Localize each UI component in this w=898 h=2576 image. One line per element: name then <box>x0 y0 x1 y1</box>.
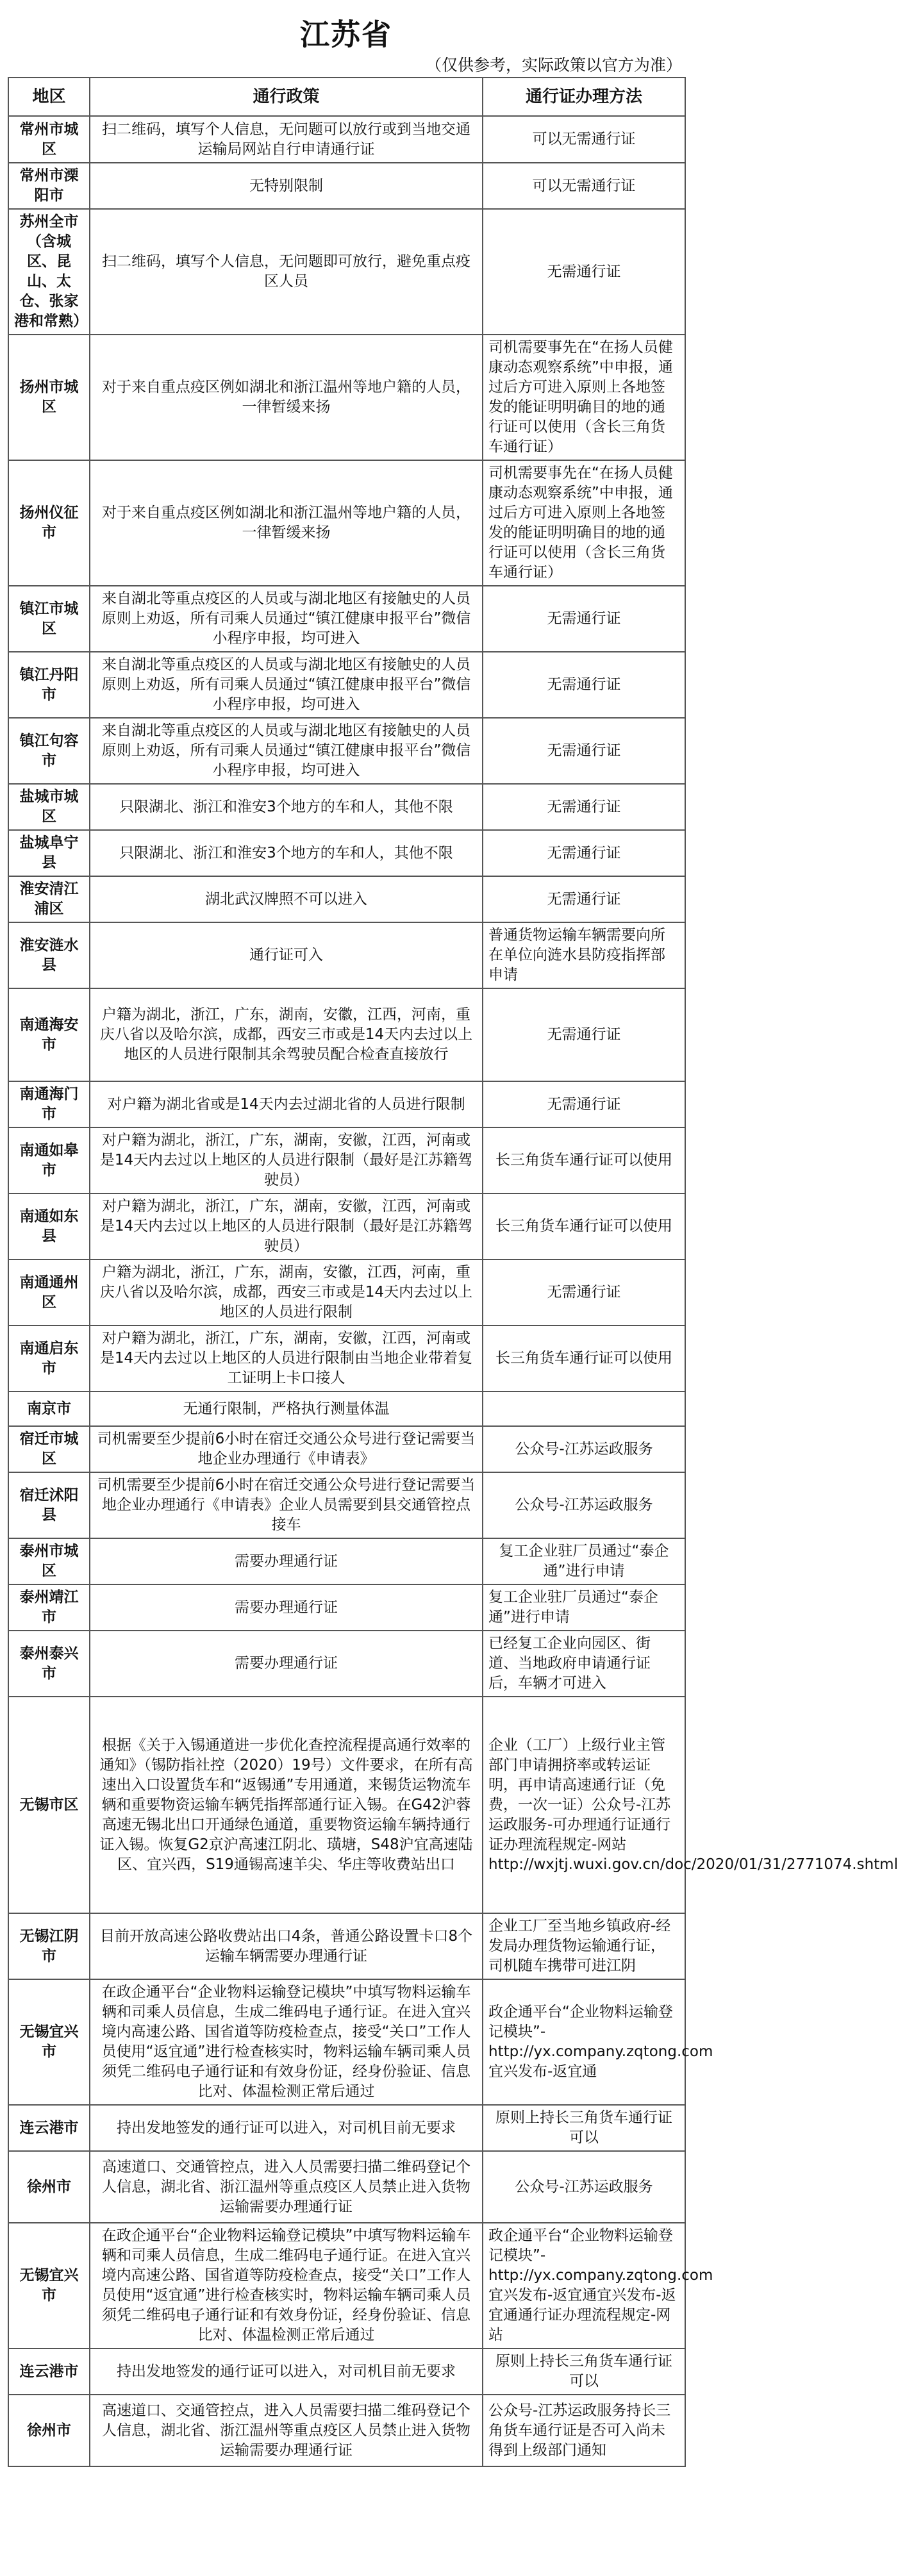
region-cell: 南通如东县 <box>8 1193 90 1259</box>
policy-cell: 高速道口、交通管控点，进入人员需要扫描二维码登记个人信息，湖北省、浙江温州等重点疫区人员禁止进入货物运输需要办理通行证 <box>90 2151 483 2223</box>
method-cell: 无需通行证 <box>483 830 685 876</box>
policy-cell: 对户籍为湖北，浙江，广东，湖南，安徽，江西，河南或是14天内去过以上地区的人员进行限制由当地企业带着复工证明上卡口接人 <box>90 1325 483 1392</box>
policy-cell: 司机需要至少提前6小时在宿迁交通公众号进行登记需要当地企业办理通行《申请表》 <box>90 1426 483 1472</box>
table-row <box>8 830 685 876</box>
policy-cell: 持出发地签发的通行证可以进入，对司机目前无要求 <box>90 2348 483 2395</box>
policy-cell: 对户籍为湖北省或是14天内去过湖北省的人员进行限制 <box>90 1081 483 1127</box>
region-cell: 盐城市城区 <box>8 784 90 830</box>
region-cell: 连云港市 <box>8 2105 90 2151</box>
policy-cell: 对户籍为湖北，浙江，广东，湖南，安徽，江西，河南或是14天内去过以上地区的人员进行限制（最好是江苏籍驾驶员） <box>90 1193 483 1259</box>
method-cell: 公众号-江苏运政服务 <box>483 1426 685 1472</box>
method-cell: 普通货物运输车辆需要向所在单位向涟水县防疫指挥部申请 <box>483 922 685 988</box>
header-region: 地区 <box>8 78 90 116</box>
method-cell: 无需通行证 <box>483 1081 685 1127</box>
method-cell: 无需通行证 <box>483 784 685 830</box>
region-cell: 连云港市 <box>8 2348 90 2395</box>
region-cell: 淮安涟水县 <box>8 922 90 988</box>
method-cell: 企业（工厂）上级行业主管部门申请拥挤率或转运证明，再申请高速通行证（免费，一次一证）公众号-江苏运政服务-可办理通行证通行证办理流程规定-网站http://wxjtj.wuxi.gov.cn/doc/2020/01/31/2771074.shtml <box>483 1697 685 1913</box>
method-cell: 司机需要事先在“在扬人员健康动态观察系统”中申报，通过后方可进入原则上各地签发的能证明明确目的地的通行证可以使用（含长三角货车通行证） <box>483 460 685 586</box>
table-row <box>8 718 685 784</box>
table-row <box>8 163 685 209</box>
policy-cell: 无通行限制，严格执行测量体温 <box>90 1392 483 1426</box>
table-row <box>8 2348 685 2395</box>
policy-cell: 根据《关于入锡通道进一步优化查控流程提高通行效率的通知》（锡防指社控（2020）19号）文件要求，在所有高速出入口设置货车和“返锡通”专用通道，来锡货运物流车辆和重要物资运输车辆凭指挥部通行证入锡。在G42沪蓉高速无锡北出口开通绿色通道，重要物资运输车辆持通行证入锡。恢复G2京沪高速江阴北、璜塘，S48沪宜高速陆区、宜兴西，S19通锡高速羊尖、华庄等收费站出口 <box>90 1697 483 1913</box>
region-cell: 镇江市城区 <box>8 586 90 652</box>
table-row <box>8 2105 685 2151</box>
policy-cell: 需要办理通行证 <box>90 1631 483 1697</box>
table-row <box>8 335 685 460</box>
method-cell: 复工企业驻厂员通过“泰企通”进行申请 <box>483 1538 685 1584</box>
region-cell: 南通如皋市 <box>8 1127 90 1193</box>
method-cell: 公众号-江苏运政服务 <box>483 2151 685 2223</box>
table-row <box>8 2151 685 2223</box>
table-row <box>8 1472 685 1538</box>
policy-cell: 高速道口、交通管控点，进入人员需要扫描二维码登记个人信息，湖北省、浙江温州等重点疫区人员禁止进入货物运输需要办理通行证 <box>90 2395 483 2466</box>
region-cell: 南通通州区 <box>8 1259 90 1325</box>
region-cell: 泰州泰兴市 <box>8 1631 90 1697</box>
table-row <box>8 1259 685 1325</box>
policy-cell: 只限湖北、浙江和淮安3个地方的车和人，其他不限 <box>90 830 483 876</box>
method-cell: 政企通平台“企业物料运输登记模块”-http://yx.company.zqtong.com宜兴发布-返宜通宜兴发布-返宜通通行证办理流程规定-网站 <box>483 2223 685 2348</box>
region-cell: 扬州市城区 <box>8 335 90 460</box>
method-cell: 长三角货车通行证可以使用 <box>483 1127 685 1193</box>
policy-cell: 来自湖北等重点疫区的人员或与湖北地区有接触史的人员原则上劝返，所有司乘人员通过“镇江健康申报平台”微信小程序申报，均可进入 <box>90 652 483 718</box>
region-cell: 苏州全市（含城区、昆山、太仓、张家港和常熟） <box>8 209 90 335</box>
method-cell: 无需通行证 <box>483 209 685 335</box>
policy-cell: 在政企通平台“企业物料运输登记模块”中填写物料运输车辆和司乘人员信息，生成二维码电子通行证。在进入宜兴境内高速公路、国省道等防疫检查点，接受“关口”工作人员使用“返宜通”进行检查核实时，物料运输车辆司乘人员须凭二维码电子通行证和有效身份证，经身份验证、信息比对、体温检测正常后通过 <box>90 2223 483 2348</box>
policy-cell: 通行证可入 <box>90 922 483 988</box>
method-cell: 原则上持长三角货车通行证可以 <box>483 2105 685 2151</box>
method-cell: 可以无需通行证 <box>483 116 685 163</box>
method-cell: 已经复工企业向园区、街道、当地政府申请通行证后，车辆才可进入 <box>483 1631 685 1697</box>
region-cell: 无锡市区 <box>8 1697 90 1913</box>
method-cell: 原则上持长三角货车通行证可以 <box>483 2348 685 2395</box>
region-cell: 扬州仪征市 <box>8 460 90 586</box>
policy-cell: 目前开放高速公路收费站出口4条，普通公路设置卡口8个运输车辆需要办理通行证 <box>90 1913 483 1979</box>
region-cell: 泰州靖江市 <box>8 1584 90 1631</box>
region-cell: 镇江句容市 <box>8 718 90 784</box>
policy-cell: 对于来自重点疫区例如湖北和浙江温州等地户籍的人员，一律暂缓来扬 <box>90 460 483 586</box>
method-cell: 无需通行证 <box>483 652 685 718</box>
table-row <box>8 1081 685 1127</box>
method-cell: 复工企业驻厂员通过“泰企通”进行申请 <box>483 1584 685 1631</box>
table-row <box>8 2395 685 2466</box>
region-cell: 南京市 <box>8 1392 90 1426</box>
method-cell: 无需通行证 <box>483 1259 685 1325</box>
table-row <box>8 1392 685 1426</box>
region-cell: 宿迁沭阳县 <box>8 1472 90 1538</box>
method-cell: 司机需要事先在“在扬人员健康动态观察系统”中申报，通过后方可进入原则上各地签发的能证明明确目的地的通行证可以使用（含长三角货车通行证） <box>483 335 685 460</box>
region-cell: 无锡江阴市 <box>8 1913 90 1979</box>
table-row <box>8 1193 685 1259</box>
policy-cell: 湖北武汉牌照不可以进入 <box>90 876 483 922</box>
policy-cell: 司机需要至少提前6小时在宿迁交通公众号进行登记需要当地企业办理通行《申请表》企业人员需要到县交通管控点接车 <box>90 1472 483 1538</box>
region-cell: 无锡宜兴市 <box>8 1979 90 2105</box>
region-cell: 宿迁市城区 <box>8 1426 90 1472</box>
table-body <box>8 116 898 2466</box>
method-cell: 公众号-江苏运政服务持长三角货车通行证是否可入尚未得到上级部门通知 <box>483 2395 685 2466</box>
method-cell: 无需通行证 <box>483 718 685 784</box>
table-row <box>8 1631 685 1697</box>
table-row <box>8 1127 685 1193</box>
policy-cell: 需要办理通行证 <box>90 1584 483 1631</box>
table-row <box>8 460 685 586</box>
table-header-row <box>8 78 685 116</box>
policy-cell: 需要办理通行证 <box>90 1538 483 1584</box>
policy-cell: 只限湖北、浙江和淮安3个地方的车和人，其他不限 <box>90 784 483 830</box>
policy-cell: 无特别限制 <box>90 163 483 209</box>
region-cell: 徐州市 <box>8 2151 90 2223</box>
region-cell: 南通海门市 <box>8 1081 90 1127</box>
table-row <box>8 1913 685 1979</box>
table-row <box>8 876 685 922</box>
method-cell: 政企通平台“企业物料运输登记模块”-http://yx.company.zqtong.com宜兴发布-返宜通 <box>483 1979 685 2105</box>
policy-cell: 来自湖北等重点疫区的人员或与湖北地区有接触史的人员原则上劝返，所有司乘人员通过“镇江健康申报平台”微信小程序申报，均可进入 <box>90 718 483 784</box>
table-row <box>8 652 685 718</box>
method-cell: 长三角货车通行证可以使用 <box>483 1325 685 1392</box>
region-cell: 徐州市 <box>8 2395 90 2466</box>
table-row <box>8 922 685 988</box>
header-policy: 通行政策 <box>90 78 483 116</box>
policy-cell: 来自湖北等重点疫区的人员或与湖北地区有接触史的人员原则上劝返，所有司乘人员通过“镇江健康申报平台”微信小程序申报，均可进入 <box>90 586 483 652</box>
region-cell: 常州市城区 <box>8 116 90 163</box>
region-cell: 常州市溧阳市 <box>8 163 90 209</box>
region-cell: 淮安清江浦区 <box>8 876 90 922</box>
table-row <box>8 1697 685 1913</box>
region-cell: 盐城阜宁县 <box>8 830 90 876</box>
table-row <box>8 1584 685 1631</box>
table-row <box>8 209 685 335</box>
table-row <box>8 1538 685 1584</box>
method-cell: 企业工厂至当地乡镇政府-经发局办理货物运输通行证，司机随车携带可进江阴 <box>483 1913 685 1979</box>
table-row <box>8 2223 685 2348</box>
policy-cell: 对户籍为湖北，浙江，广东，湖南，安徽，江西，河南或是14天内去过以上地区的人员进行限制（最好是江苏籍驾驶员） <box>90 1127 483 1193</box>
policy-cell: 在政企通平台“企业物料运输登记模块”中填写物料运输车辆和司乘人员信息，生成二维码电子通行证。在进入宜兴境内高速公路、国省道等防疫检查点，接受“关口”工作人员使用“返宜通”进行检查核实时，物料运输车辆司乘人员须凭二维码电子通行证和有效身份证，经身份验证、信息比对、体温检测正常后通过 <box>90 1979 483 2105</box>
table-row <box>8 116 685 163</box>
policy-cell: 户籍为湖北，浙江，广东，湖南，安徽，江西，河南，重庆八省以及哈尔滨，成都，西安三市或是14天内去过以上地区的人员进行限制 <box>90 1259 483 1325</box>
page-title: 江苏省 <box>300 17 392 52</box>
region-cell: 无锡宜兴市 <box>8 2223 90 2348</box>
table-row <box>8 1325 685 1392</box>
table-row <box>8 1979 685 2105</box>
method-cell: 无需通行证 <box>483 988 685 1081</box>
region-cell: 南通启东市 <box>8 1325 90 1392</box>
method-cell: 可以无需通行证 <box>483 163 685 209</box>
policy-table <box>8 77 898 2467</box>
table-row <box>8 586 685 652</box>
policy-cell: 扫二维码，填写个人信息，无问题即可放行，避免重点疫区人员 <box>90 209 483 335</box>
policy-cell: 对于来自重点疫区例如湖北和浙江温州等地户籍的人员，一律暂缓来扬 <box>90 335 483 460</box>
region-cell: 泰州市城区 <box>8 1538 90 1584</box>
disclaimer-note: （仅供参考，实际政策以官方为准） <box>425 56 682 74</box>
method-cell: 无需通行证 <box>483 586 685 652</box>
policy-cell: 持出发地签发的通行证可以进入，对司机目前无要求 <box>90 2105 483 2151</box>
table-row <box>8 1426 685 1472</box>
method-cell: 公众号-江苏运政服务 <box>483 1472 685 1538</box>
table-row <box>8 784 685 830</box>
method-cell: 无需通行证 <box>483 876 685 922</box>
region-cell: 镇江丹阳市 <box>8 652 90 718</box>
policy-cell: 户籍为湖北，浙江，广东，湖南，安徽，江西，河南，重庆八省以及哈尔滨，成都，西安三市或是14天内去过以上地区的人员进行限制其余驾驶员配合检查直接放行 <box>90 988 483 1081</box>
policy-cell: 扫二维码，填写个人信息，无问题可以放行或到当地交通运输局网站自行申请通行证 <box>90 116 483 163</box>
method-cell <box>483 1392 685 1426</box>
method-cell: 长三角货车通行证可以使用 <box>483 1193 685 1259</box>
header-method: 通行证办理方法 <box>483 78 685 116</box>
table-row <box>8 988 685 1081</box>
region-cell: 南通海安市 <box>8 988 90 1081</box>
